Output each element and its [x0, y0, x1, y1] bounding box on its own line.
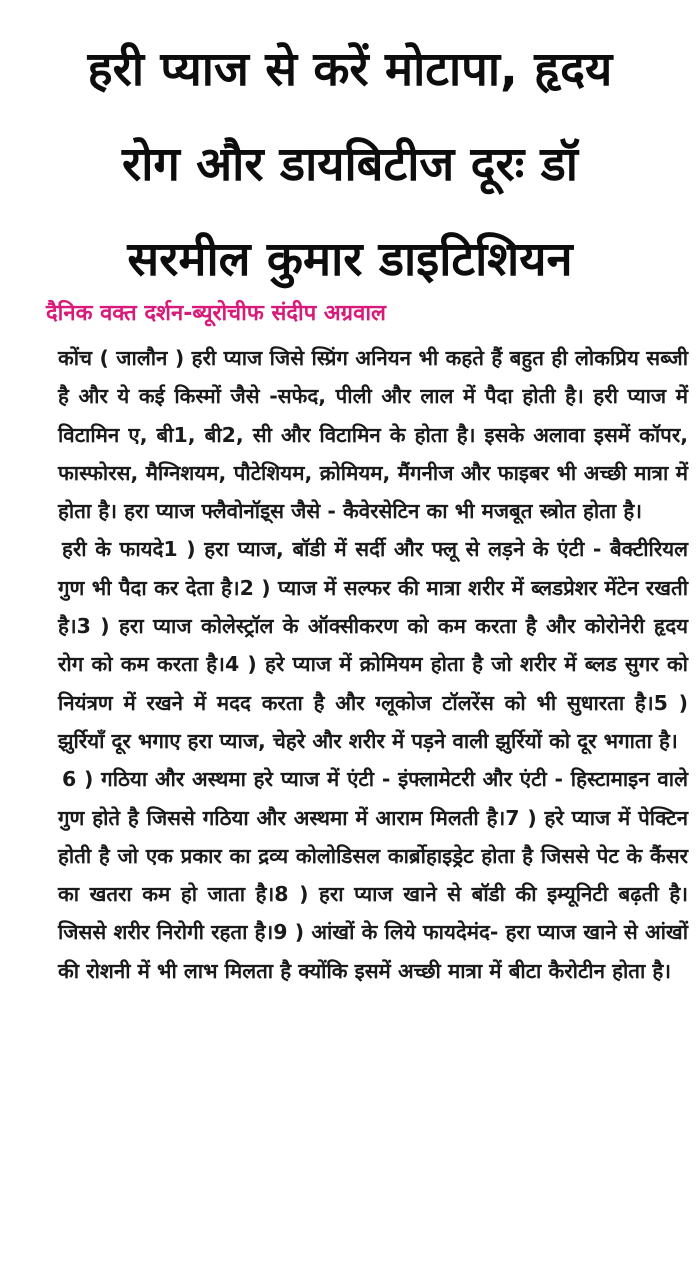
headline-line-2: रोग और डायबिटीज दूरः डॉ — [122, 137, 578, 192]
byline: दैनिक वक्त दर्शन-ब्यूरोचीफ संदीप अग्रवाल — [46, 301, 386, 326]
paragraph-intro: कोंच ( जालौन ) हरी प्याज जिसे स्प्रिंग अनियन भी कहते हैं बहुत ही लोकप्रिय सब्जी है और ये कई किस्मों जैसे -सफेद, पीली और लाल में पैदा होती है। हरी प्याज में विटामिन ए, बी1, बी2, सी और विटामिन के होता है। इसके अलावा इसमें कॉपर, फास्फोरस, मैग्निशयम, पौटेशियम, क्रोमियम, मैंगनीज और फाइबर भी अच्छी मात्रा में होता है। हरा प्याज फ्लैवोनॉइ्स जैसे - कैवेरसेटिन का भी मजबूत स्त्रोत होता है। — [58, 346, 688, 524]
headline-line-3: सरमील कुमार डाइटिशियन — [127, 232, 573, 287]
paragraph-benefits-1: हरी के फायदे1 ) हरा प्याज, बॉडी में सर्दी और फ्लू से लड़ने के एंटी - बैक्टीरियल गुण भी पैदा कर देता है।2 ) प्याज में सल्फर की मात्रा शरीर में ब्लडप्रेशर मेंटेन रखती है।3 ) हरा प्याज कोलेस्ट्रॉल के ऑक्सीकरण को कम करता है और कोरोनेरी हृदय रोग को कम करता है।4 ) हरे प्याज में क्रोमियम होता है जो शरीर में ब्लड सुगर को नियंत्रण में रखने में मदद करता है और ग्लूकोज टॉलरेंस को भी सुधारता है।5 ) झुर्रियाँ दूर भगाए हरा प्याज, चेहरे और शरीर में पड़ने वाली झुर्रियों को दूर भगाता है। — [58, 537, 688, 753]
headline — [0, 0, 700, 307]
headline-line-1: हरी प्याज से करें मोटापा, हृदय — [87, 42, 613, 97]
paragraph-benefits-2: 6 ) गठिया और अस्थमा हरे प्याज में एंटी - इंफ्लामेटरी और एंटी - हिस्टामाइन वाले गुण होते है जिससे गठिया और अस्थमा में आराम मिलती है।7 ) हरे प्याज में पेक्टिन होती है जो एक प्रकार का द्रव्य कोलोडिसल कार्ब्रोहाइड्रेट होता है जिससे पेट के कैंसर का खतरा कम हो जाता है।8 ) हरा प्याज खाने से बॉडी की इम्यूनिटी बढ़ती है। जिससे शरीर निरोगी रहता है।9 ) आंखों के लिये फायदेमंद- हरा प्याज खाने से आंखों की रोशनी में भी लाभ मिलता है क्योंकि इसमें अच्छी मात्रा में बीटा कैरोटीन होता है। — [58, 767, 688, 983]
article-body — [58, 339, 688, 990]
